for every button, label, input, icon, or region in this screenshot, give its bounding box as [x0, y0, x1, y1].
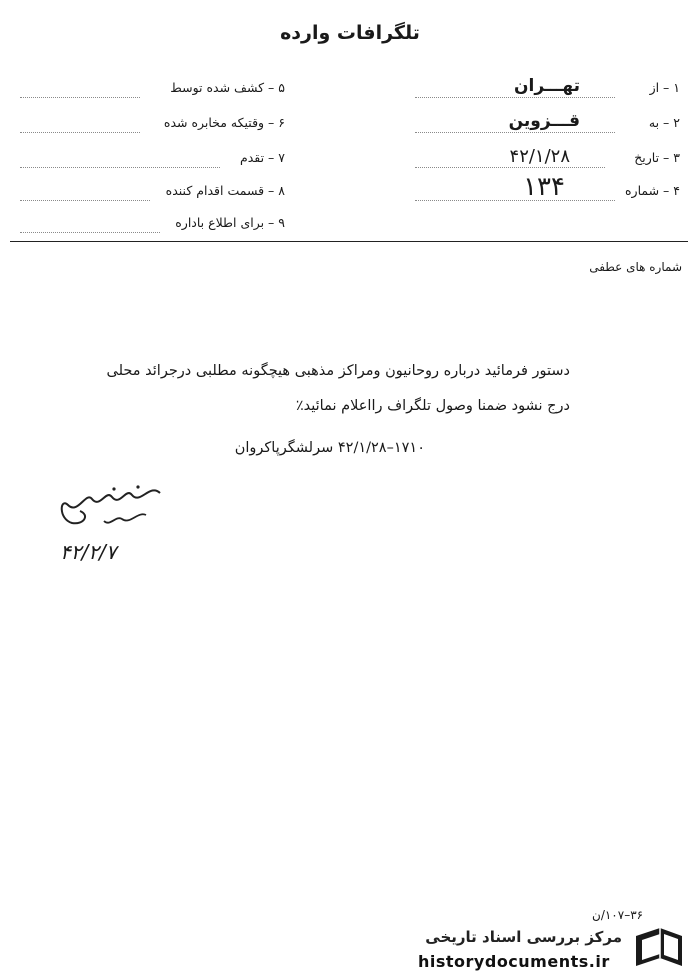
dotted-line: [415, 132, 615, 133]
field-to-value: قـــزوین: [508, 111, 580, 131]
field-number-label: ۴ – شماره: [624, 183, 680, 198]
field-action-dept-label: ۸ – قسمت اقدام کننده: [165, 183, 285, 198]
book-logo-icon: [630, 922, 688, 976]
dotted-line: [20, 232, 160, 233]
field-inform-label: ۹ – برای اطلاع باداره: [175, 215, 285, 230]
dotted-line: [20, 167, 220, 168]
field-from-value: تهـــران: [514, 76, 580, 96]
header-divider: [10, 241, 688, 242]
field-date-value: ۴۲/۱/۲۸: [509, 146, 570, 167]
field-priority-label: ۷ – تقدم: [239, 150, 285, 165]
watermark-text: مرکز بررسی اسناد تاریخی: [425, 928, 622, 946]
dotted-line: [20, 200, 150, 201]
field-date-label: ۳ – تاریخ: [634, 150, 680, 165]
reference-label: شماره های عطفی: [589, 260, 682, 274]
archive-code: ۳۶–۱۰۷/ن: [592, 908, 644, 922]
handwritten-signature: [50, 475, 170, 535]
dotted-line: [20, 132, 140, 133]
watermark-url: historydocuments.ir: [418, 952, 610, 971]
dotted-line: [20, 97, 140, 98]
document-title: تلگرافات وارده: [280, 22, 420, 44]
dotted-line: [415, 97, 615, 98]
field-number-value: ۱۳۴: [523, 172, 565, 202]
body-line-1: دستور فرمائید درباره روحانیون ومراکز مذهبی هیچگونه مطلبی درجرائد محلی: [106, 363, 570, 379]
field-from-label: ۱ – از: [649, 80, 680, 95]
body-line-2: درج نشود ضمنا وصول تلگراف رااعلام نمائید٪: [295, 398, 570, 414]
field-transmitted-label: ۶ – وقتیکه مخابره شده: [163, 115, 285, 130]
dotted-line: [415, 200, 615, 201]
handwritten-date: ۴۲/۲/۷: [60, 540, 117, 564]
field-decoded-by-label: ۵ – کشف شده توسط: [170, 80, 285, 95]
signature-line: ۱۷۱۰–۴۲/۱/۲۸ سرلشگرپاکروان: [234, 440, 425, 456]
dotted-line: [415, 167, 605, 168]
field-to-label: ۲ – به: [648, 115, 680, 130]
